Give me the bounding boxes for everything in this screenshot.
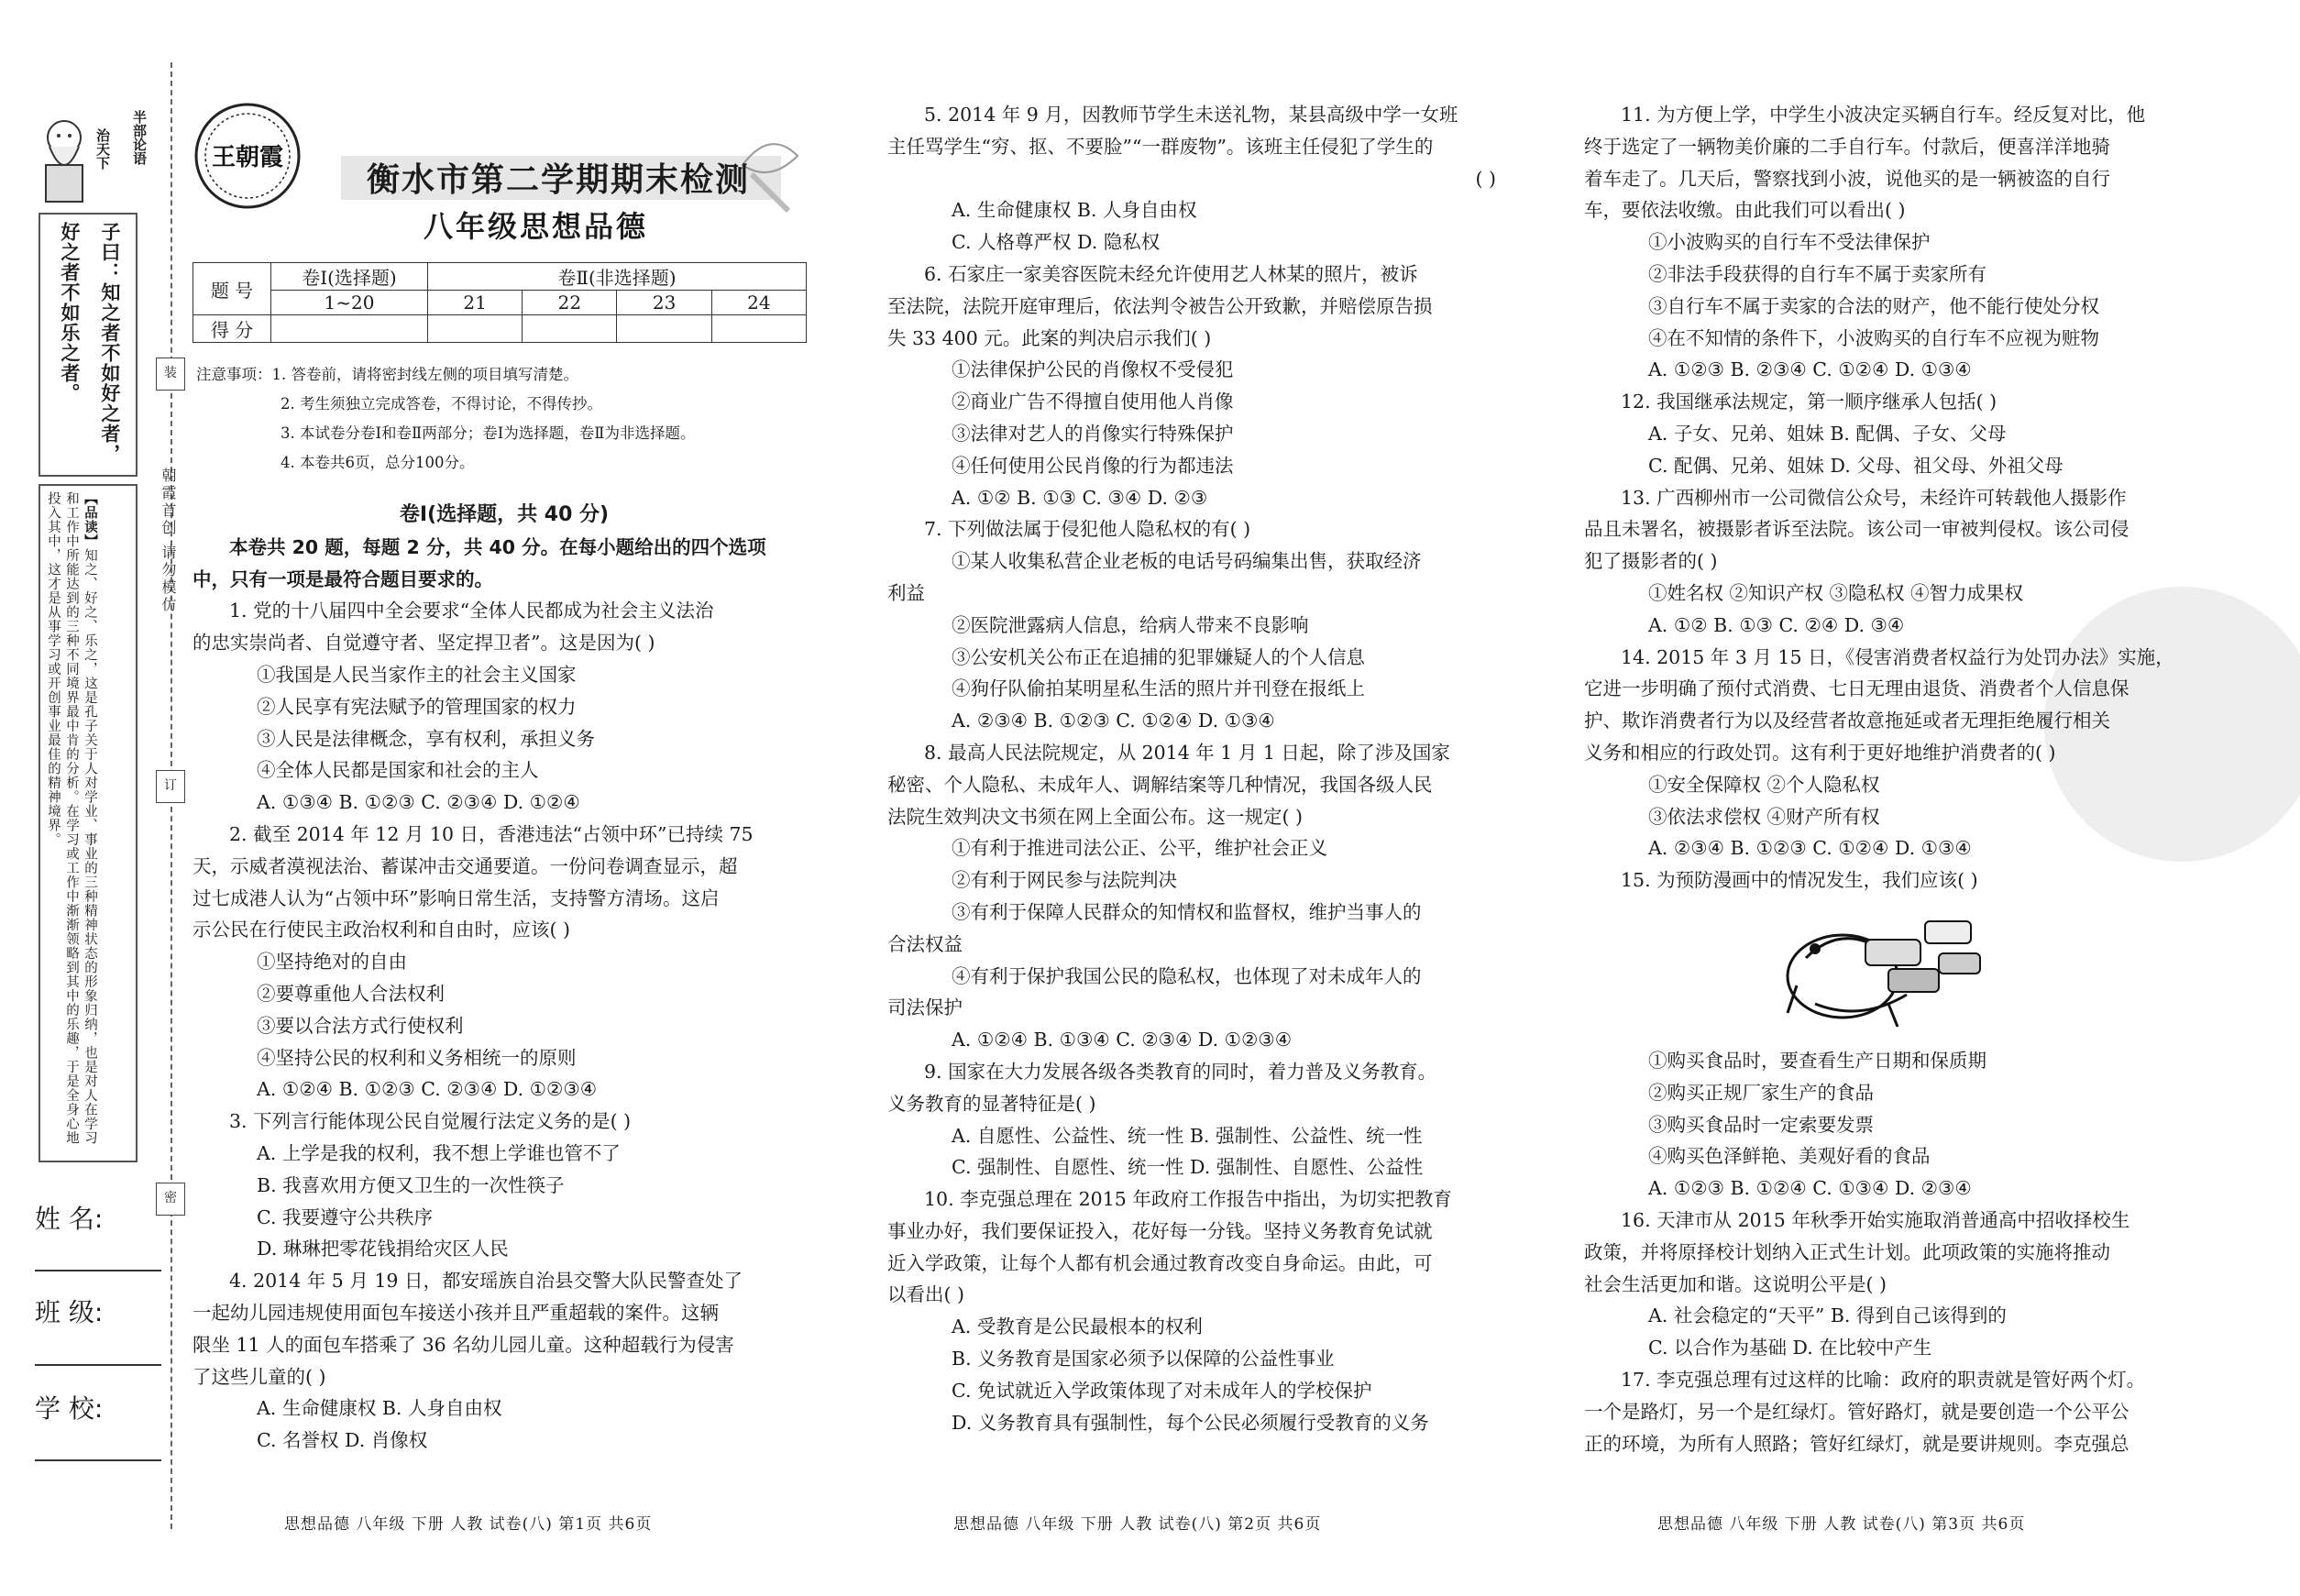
score-table-part1: 卷Ⅰ(选择题) <box>271 263 428 291</box>
option-line: ②购买正规厂家生产的食品 <box>1648 1081 1874 1104</box>
logo <box>193 101 303 211</box>
question-line: 一起幼儿园违规使用面包车接送小孩并且严重超载的案件。这辆 <box>193 1301 719 1324</box>
answer-choices: A. ①②④ B. ①②③ C. ②③④ D. ①②③④ <box>257 1078 598 1101</box>
question-line: 义务教育的显著特征是( ) <box>887 1092 1096 1115</box>
option-line: ①小波购买的自行车不受法律保护 <box>1648 231 1931 254</box>
question-line: 近入学政策，让每个人都有机会通过教育改变自身命运。由此，可 <box>887 1251 1433 1274</box>
option-line: C. 免试就近入学政策体现了对未成年人的学校保护 <box>952 1379 1372 1402</box>
score-cell[interactable] <box>711 315 806 343</box>
question-line: 终于选定了一辆物美价廉的二手自行车。付款后，便喜洋洋地骑 <box>1584 135 2110 158</box>
question-line: 天，示威者漠视法治、蓄谋冲击交通要道。一份问卷调查显示，超 <box>193 854 738 877</box>
option-line: ②有利于网民参与法院判决 <box>952 869 1177 892</box>
option-line: C. 人格尊严权 D. 隐私权 <box>952 231 1161 254</box>
option-line: ①我国是人民当家作主的社会主义国家 <box>257 663 577 686</box>
seal-mark-2: 订 <box>156 770 185 803</box>
section-intro: 中，只有一项是最符合题目要求的。 <box>193 567 493 590</box>
note-line: 注意事项：1. 答卷前，请将密封线左侧的项目填写清楚。 <box>196 366 578 383</box>
score-col: 1~20 <box>271 291 428 315</box>
question-line: 示公民在行使民主政治权利和自由时，应该( ) <box>193 919 571 941</box>
question-line: 秘密、个人隐私、未成年人、调解结案等几种情况，我国各级人民 <box>887 773 1433 796</box>
section-title: 卷Ⅰ(选择题，共 40 分) <box>399 503 610 526</box>
score-cell[interactable] <box>271 315 428 343</box>
page-footer-3: 思想品德 八年级 下册 人教 试卷(八) 第3页 共6页 <box>1657 1515 2026 1534</box>
answer-choices: A. ①②③ B. ①②④ C. ①③④ D. ②③④ <box>1648 1177 1972 1200</box>
question-line: 着车走了。几天后，警察找到小波，说他买的是一辆被盗的自行 <box>1584 167 2110 190</box>
option-line: ③自行车不属于卖家的合法的财产，他不能行使处分权 <box>1648 294 2099 317</box>
pindu-box <box>39 484 138 1162</box>
question-line: 至法院，法院开庭审理后，依法判令被告公开致歉，并赔偿原告损 <box>887 294 1433 317</box>
note-line: 2. 考生须独立完成答卷，不得讨论，不得传抄。 <box>281 395 602 413</box>
score-cell[interactable] <box>523 315 617 343</box>
option-line: 司法保护 <box>887 996 963 1019</box>
option-line: A. 生命健康权 B. 人身自由权 <box>257 1397 502 1420</box>
question-line: 法院生效判决文书须在网上全面公布。这一规定( ) <box>887 805 1304 828</box>
school-field[interactable] <box>35 1459 161 1461</box>
option-line: ④全体人民都是国家和社会的主人 <box>257 759 539 782</box>
quote-box <box>39 213 138 477</box>
answer-choices: A. ①③④ B. ①②③ C. ②③④ D. ①②④ <box>257 791 580 814</box>
score-table-header: 题 号 <box>193 263 271 315</box>
svg-text:王朝霞: 王朝霞 <box>211 144 284 171</box>
option-line: A. 自愿性、公益性、统一性 B. 强制性、公益性、统一性 <box>952 1124 1423 1147</box>
question-line: 它进一步明确了预付式消费、七日无理由退货、消费者个人信息保 <box>1584 677 2129 700</box>
option-line: ④狗仔队偷拍某明星私生活的照片并刊登在报纸上 <box>952 677 1365 700</box>
class-label: 班 级: <box>35 1297 104 1327</box>
score-table <box>193 262 807 343</box>
food-safety-cartoon-icon <box>1778 903 1998 1031</box>
option-line: ④在不知情的条件下，小波购买的自行车不应视为赃物 <box>1648 326 2099 349</box>
option-line: ③公安机关公布正在追捕的犯罪嫌疑人的个人信息 <box>952 645 1365 668</box>
option-line: ②商业广告不得擅自使用他人肖像 <box>952 391 1234 413</box>
option-line: ②人民享有宪法赋予的管理国家的权力 <box>257 695 577 718</box>
option-line: ④任何使用公民肖像的行为都违法 <box>952 454 1234 477</box>
option-line: ①某人收集私营企业老板的电话号码编集出售，获取经济 <box>952 550 1422 573</box>
question-line: 主任骂学生“穷、抠、不要脸”“一群废物”。该班主任侵犯了学生的 <box>887 135 1434 158</box>
question-line: 过七成港人认为“占领中环”影响日常生活，支持警方清场。这启 <box>193 886 720 909</box>
question-line: 7. 下列做法属于侵犯他人隐私权的有( ) <box>924 518 1251 541</box>
section-intro: 本卷共 20 题，每题 2 分，共 40 分。在每小题给出的四个选项 <box>229 535 766 558</box>
option-line: C. 以合作为基础 D. 在比较中产生 <box>1648 1337 1932 1359</box>
question-line: 15. 为预防漫画中的情况发生，我们应该( ) <box>1621 869 1978 892</box>
quote-line-1: 子曰：知之者不如好之者， <box>99 222 121 464</box>
question-line: 以看出( ) <box>887 1283 965 1306</box>
answer-choices: A. ①②③ B. ②③④ C. ①②④ D. ①③④ <box>1648 358 1972 381</box>
score-cell[interactable] <box>428 315 523 343</box>
option-line: ③购买食品时一定索要发票 <box>1648 1113 1874 1136</box>
question-line: 5. 2014 年 9 月，因教师节学生未送礼物，某县高级中学一女班 <box>924 104 1458 126</box>
question-line: 犯了摄影者的( ) <box>1584 550 1718 573</box>
option-line: C. 名誉权 D. 肖像权 <box>257 1429 428 1452</box>
seal-mark-1: 装 <box>156 358 185 391</box>
answer-choices: A. ②③④ B. ①②③ C. ①②④ D. ①③④ <box>952 710 1275 732</box>
option-line: 利益 <box>887 581 925 604</box>
option-line: ④有利于保护我国公民的隐私权，也体现了对未成年人的 <box>952 964 1422 987</box>
publisher-seal-icon <box>193 101 303 211</box>
question-line: 4. 2014 年 5 月 19 日，都安瑶族自治县交警大队民警查处了 <box>229 1270 743 1293</box>
column-3 <box>1584 99 2244 897</box>
page-footer-1: 思想品德 八年级 下册 人教 试卷(八) 第1页 共6页 <box>284 1515 653 1534</box>
question-line: 社会生活更加和谐。这说明公平是( ) <box>1584 1272 1887 1295</box>
option-line: ③要以合法方式行使权利 <box>257 1014 464 1037</box>
answer-choices: A. ②③④ B. ①②③ C. ①②④ D. ①③④ <box>1648 837 1972 860</box>
option-line: ①购买食品时，要查看生产日期和保质期 <box>1648 1050 1986 1072</box>
question-line: 限坐 11 人的面包车搭乘了 36 名幼儿园儿童。这种超载行为侵害 <box>193 1333 734 1356</box>
question-line: 车，要依法收缴。由此我们可以看出( ) <box>1584 199 1906 222</box>
question-line: 品且未署名，被摄影者诉至法院。该公司一审被判侵权。该公司侵 <box>1584 518 2129 541</box>
score-col: 22 <box>523 291 617 315</box>
name-label: 姓 名: <box>35 1204 104 1234</box>
note-line: 3. 本试卷分卷Ⅰ和卷Ⅱ两部分；卷Ⅰ为选择题，卷Ⅱ为非选择题。 <box>281 424 696 442</box>
score-table-part2: 卷Ⅱ(非选择题) <box>428 263 807 291</box>
option-line: ③人民是法律概念，享有权利，承担义务 <box>257 727 595 750</box>
option-line: A. 受教育是公民最根本的权利 <box>952 1315 1203 1338</box>
note-line: 4. 本卷共6页，总分100分。 <box>281 454 475 471</box>
question-line: 护、欺诈消费者行为以及经营者故意拖延或者无理拒绝履行相关 <box>1584 710 2110 732</box>
question-line: 16. 天津市从 2015 年秋季开始实施取消普通高中招收择校生 <box>1621 1208 2130 1231</box>
question-line: 11. 为方便上学，中学生小波决定买辆自行车。经反复对比，他 <box>1621 104 2146 126</box>
name-field[interactable] <box>35 1270 161 1271</box>
question-line: 12. 我国继承法规定，第一顺序继承人包括( ) <box>1621 391 1997 413</box>
option-line: C. 强制性、自愿性、统一性 D. 强制性、自愿性、公益性 <box>952 1156 1424 1179</box>
option-line: 合法权益 <box>887 932 963 955</box>
question-line: 17. 李克强总理有过这样的比喻：政府的职责就是管好两个灯。 <box>1621 1368 2146 1391</box>
option-line: ④坚持公民的权利和义务相统一的原则 <box>257 1046 577 1069</box>
question-line: 8. 最高人民法院规定，从 2014 年 1 月 1 日起，除了涉及国家 <box>924 741 1450 764</box>
question-line: 义务和相应的行政处罚。这有利于更好地维护消费者的( ) <box>1584 741 2056 764</box>
option-line: ④购买色泽鲜艳、美观好看的食品 <box>1648 1145 1931 1168</box>
option-line: D. 义务教育具有强制性，每个公民必须履行受教育的义务 <box>952 1411 1429 1434</box>
option-line: A. 上学是我的权利，我不想上学谁也管不了 <box>257 1141 621 1164</box>
question-line: 3. 下列言行能体现公民自觉履行法定义务的是( ) <box>229 1110 632 1133</box>
page-footer-2: 思想品德 八年级 下册 人教 试卷(八) 第2页 共6页 <box>953 1515 1322 1534</box>
option-line: ②要尊重他人合法权利 <box>257 982 445 1005</box>
option-line: C. 配偶、兄弟、姐妹 D. 父母、祖父母、外祖父母 <box>1648 454 2063 477</box>
option-line: A. 子女、兄弟、姐妹 B. 配偶、子女、父母 <box>1648 422 2007 445</box>
fold-words: 朝霞首创 请勿模仿 <box>160 468 177 615</box>
option-line: ③依法求偿权 ④财产所有权 <box>1648 805 1880 828</box>
answer-choices: A. ①② B. ①③ C. ③④ D. ②③ <box>952 486 1208 509</box>
question-line: 1. 党的十八届四中全会要求“全体人民都成为社会主义法治 <box>229 600 714 622</box>
question-line: 一个是路灯，另一个是红绿灯。管好路灯，就是要创造一个公平公 <box>1584 1400 2129 1423</box>
exam-subtitle: 八年级思想品德 <box>424 209 649 244</box>
pindu-text: 【品读】知之、好之、乐之，这是孔子关于人对学业、事业的三种精神状态的形象归纳，也是对人在学习和工作中所能达到的三种不同境界最中肯的分析。在学习或工作中渐渐领略到其中的乐趣，于是全身心地投入其中，这才是从事学习或开创事业最佳的精神境界。 <box>46 491 98 1145</box>
score-col: 24 <box>711 291 806 315</box>
option-line: D. 琳琳把零花钱捐给灾区人民 <box>257 1238 509 1260</box>
seal-mark-3: 密 <box>156 1183 185 1216</box>
question-line: 的忠实崇尚者、自觉遵守者、坚定捍卫者”。这是因为( ) <box>193 632 655 655</box>
question-line: 10. 李克强总理在 2015 年政府工作报告中指出，为切实把教育 <box>924 1188 1452 1211</box>
option-line: C. 我要遵守公共秩序 <box>257 1205 433 1228</box>
option-line: B. 我喜欢用方便又卫生的一次性筷子 <box>257 1173 565 1196</box>
answer-choices: A. ①② B. ①③ C. ②④ D. ③④ <box>1648 613 1905 636</box>
column-2 <box>887 99 1511 1438</box>
option-line: ①姓名权 ②知识产权 ③隐私权 ④智力成果权 <box>1648 581 2024 604</box>
question-line: 政策，并将原择校计划纳入正式生计划。此项政策的实施将推动 <box>1584 1240 2110 1263</box>
exam-notes <box>196 360 810 478</box>
option-line: ②医院泄露病人信息，给病人带来不良影响 <box>952 613 1309 636</box>
question-line: 9. 国家在大力发展各级各类教育的同时，着力普及义务教育。 <box>924 1060 1437 1083</box>
question-line: 13. 广西柳州市一公司微信公众号，未经许可转载他人摄影作 <box>1621 486 2127 509</box>
column-3-continued <box>1584 1045 2244 1459</box>
option-line: A. 生命健康权 B. 人身自由权 <box>952 199 1197 222</box>
option-line: ③有利于保障人民群众的知情权和监督权，维护当事人的 <box>952 900 1422 923</box>
option-line: ②非法手段获得的自行车不属于卖家所有 <box>1648 262 1986 285</box>
question-line: 正的环境，为所有人照路；管好红绿灯，就是要讲规则。李克强总 <box>1584 1432 2129 1455</box>
answer-choices: A. ①②④ B. ①③④ C. ②③④ D. ①②③④ <box>952 1029 1293 1051</box>
question-line: 14. 2015 年 3 月 15 日，《侵害消费者权益行为处罚办法》实施， <box>1621 645 2174 668</box>
question-line: 了这些儿童的( ) <box>193 1365 326 1388</box>
option-line: B. 义务教育是国家必须予以保障的公益性事业 <box>952 1348 1335 1370</box>
question-line: 事业办好，我们要保证投入，花好每一分钱。坚持义务教育免试就 <box>887 1219 1433 1242</box>
option-line: A. 社会稳定的“天平” B. 得到自己该得到的 <box>1648 1304 2007 1327</box>
option-line: ①安全保障权 ②个人隐私权 <box>1648 773 1880 796</box>
series-title: 半部论语 <box>131 110 148 165</box>
class-field[interactable] <box>35 1364 161 1366</box>
series-subtitle: 治天下 <box>94 128 111 170</box>
score-col: 21 <box>428 291 523 315</box>
question-line: 2. 截至 2014 年 12 月 10 日，香港违法“占领中环”已持续 75 <box>229 822 754 845</box>
score-col: 23 <box>617 291 711 315</box>
exam-title: 衡水市第二学期期末检测 <box>367 161 751 199</box>
series-badge <box>37 110 147 211</box>
score-row-label: 得 分 <box>193 315 271 343</box>
question-line: 6. 石家庄一家美容医院未经允许使用艺人林某的照片，被诉 <box>924 262 1418 285</box>
answer-blank: ( ) <box>1475 167 1496 190</box>
option-line: ①有利于推进司法公正、公平，维护社会正义 <box>952 837 1327 860</box>
option-line: ①法律保护公民的肖像权不受侵犯 <box>952 358 1234 381</box>
score-cell[interactable] <box>617 315 711 343</box>
option-line: ①坚持绝对的自由 <box>257 951 407 974</box>
school-label: 学 校: <box>35 1393 104 1424</box>
quote-line-2: 好之者不如乐之者。 <box>59 222 81 403</box>
column-1 <box>193 500 816 1457</box>
question-line: 失 33 400 元。此案的判决启示我们( ) <box>887 326 1212 349</box>
option-line: ③法律对艺人的肖像实行特殊保护 <box>952 422 1234 445</box>
